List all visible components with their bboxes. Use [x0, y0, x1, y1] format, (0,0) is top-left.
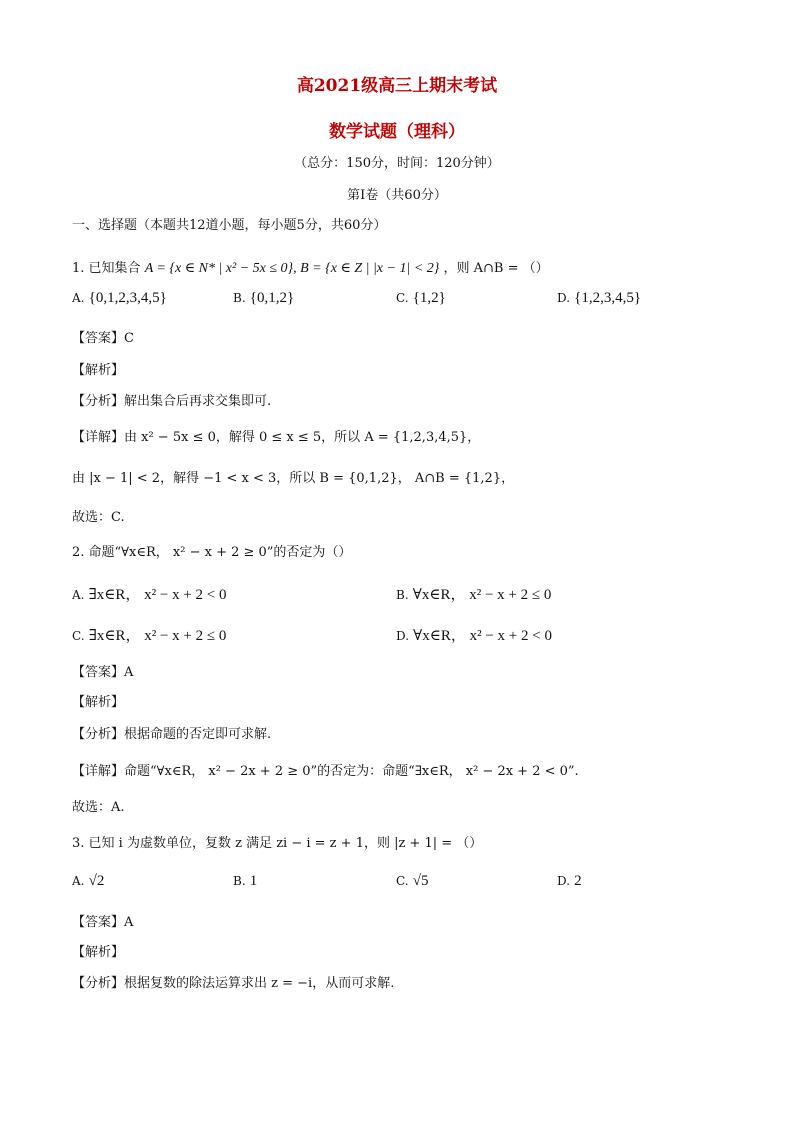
option-text: ∀x∈R， x² − x + 2 < 0: [413, 628, 552, 644]
option-text: 2: [574, 873, 582, 889]
option-label: B.: [396, 588, 409, 602]
option-text: {1,2}: [412, 290, 446, 306]
option-label: B.: [233, 874, 246, 888]
option-d: [396, 624, 552, 645]
option-text: {0,1,2}: [249, 290, 295, 306]
question-3-stem: 3. 已知 i 为虚数单位，复数 z 满足 zi − i = z + 1，则 |z + 1| = （）: [72, 836, 483, 851]
option-label: C.: [72, 629, 85, 643]
option-label: B.: [233, 291, 246, 305]
option-b: [233, 290, 294, 307]
option-text: ∃x∈R， x² − x + 2 ≤ 0: [88, 628, 227, 644]
option-b: [233, 873, 257, 890]
detail-line: 【详解】命题“∀x∈R， x² − 2x + 2 ≥ 0”的否定为：命题“∃x∈R， x² − 2x + 2 < 0”.: [72, 764, 579, 779]
analysis-line: 【分析】解出集合后再求交集即可.: [72, 394, 272, 409]
analysis-heading: 【解析】: [72, 695, 125, 710]
question-1-suffix: ，则 A∩B = （）: [443, 261, 549, 276]
option-d: [557, 290, 641, 307]
option-text: ∀x∈R， x² − x + 2 ≤ 0: [412, 587, 552, 603]
exam-title: 高2021级高三上期末考试: [296, 76, 498, 96]
analysis-heading: 【解析】: [72, 363, 125, 378]
option-label: D.: [396, 629, 410, 643]
exam-subtitle: 数学试题（理科）: [329, 122, 465, 142]
option-label: D.: [557, 874, 571, 888]
option-text: ∃x∈R， x² − x + 2 < 0: [88, 587, 227, 603]
question-1-formula: A = {x ∈ N* | x² − 5x ≤ 0}, B = {x ∈ Z | |x − 1| < 2}: [144, 261, 440, 276]
option-a: [72, 290, 167, 307]
conclusion-line: 故选：A.: [72, 800, 125, 815]
option-label: A.: [72, 588, 85, 602]
detail-line-1: 【详解】由 x² − 5x ≤ 0，解得 0 ≤ x ≤ 5，所以 A = {1,2,3,4,5}，: [72, 430, 481, 445]
question-1-prefix: 1. 已知集合: [72, 261, 141, 276]
answer-line: 【答案】A: [72, 665, 134, 680]
analysis-line: 【分析】根据复数的除法运算求出 z = −i，从而可求解.: [72, 976, 395, 991]
question-2-stem: 2. 命题“∀x∈R， x² − x + 2 ≥ 0”的否定为（）: [72, 545, 352, 560]
option-a: [72, 583, 227, 604]
option-text: 1: [249, 873, 258, 889]
option-c: [396, 290, 446, 307]
option-label: C.: [396, 874, 409, 888]
option-b: [396, 583, 551, 604]
option-text: √5: [412, 873, 429, 889]
exam-info: （总分：150分，时间：120分钟）: [294, 156, 500, 171]
option-label: A.: [72, 291, 85, 305]
option-d: [557, 873, 582, 890]
analysis-line: 【分析】根据命题的否定即可求解.: [72, 727, 272, 742]
option-text: {1,2,3,4,5}: [574, 290, 642, 306]
option-label: D.: [557, 291, 571, 305]
option-c: [396, 873, 428, 890]
option-text: √2: [88, 873, 105, 889]
option-label: C.: [396, 291, 409, 305]
option-c: [72, 624, 226, 645]
option-label: A.: [72, 874, 85, 888]
option-a: [72, 873, 104, 890]
answer-line: 【答案】A: [72, 915, 134, 930]
answer-line: 【答案】C: [72, 331, 134, 346]
section-heading: 一、选择题（本题共12道小题，每小题5分，共60分）: [72, 218, 387, 233]
detail-line-2: 由 |x − 1| < 2，解得 −1 < x < 3，所以 B = {0,1,2}， A∩B = {1,2}，: [72, 471, 515, 486]
option-text: {0,1,2,3,4,5}: [88, 290, 167, 306]
conclusion-line: 故选：C.: [72, 510, 125, 525]
analysis-heading: 【解析】: [72, 945, 125, 960]
volume-heading: 第Ⅰ卷（共60分）: [347, 188, 447, 203]
